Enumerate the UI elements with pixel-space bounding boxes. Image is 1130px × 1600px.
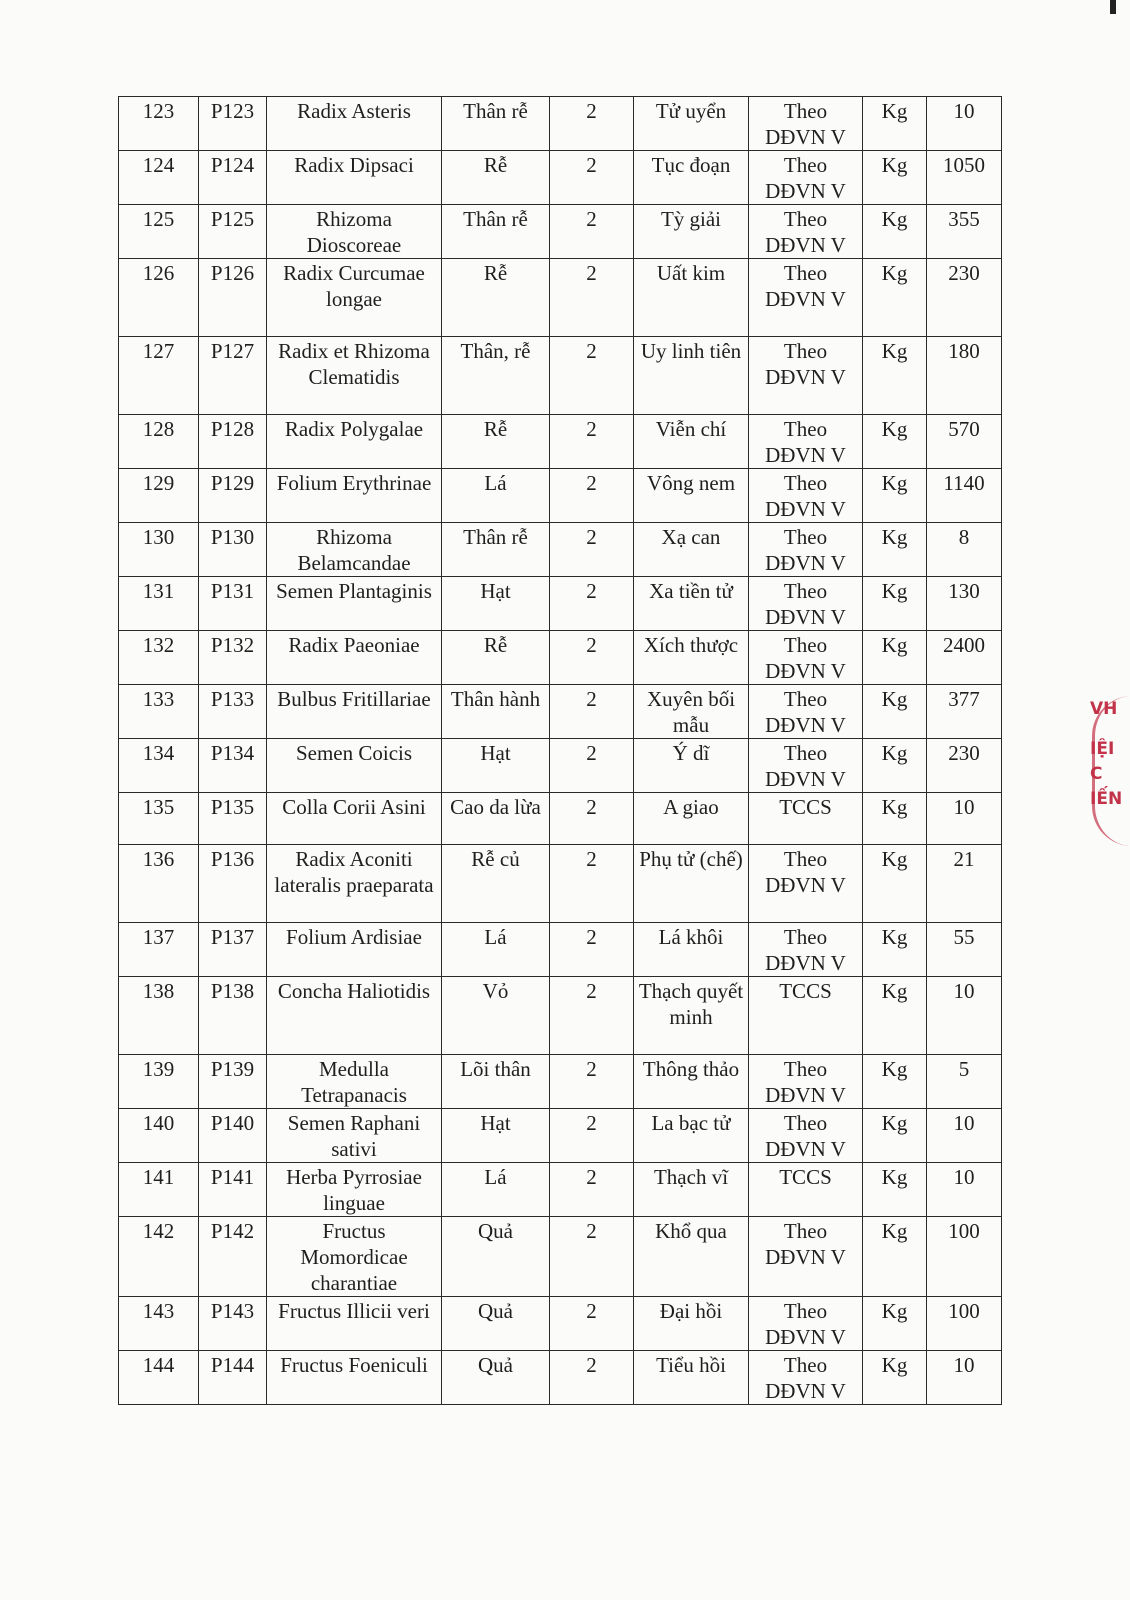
seal-text-4: IẾN — [1090, 789, 1123, 809]
cell-vietnamese-name: Tục đoạn — [634, 151, 749, 205]
cell-group: 2 — [550, 577, 634, 631]
red-seal-stamp — [1084, 690, 1128, 860]
cell-vietnamese-name: Khổ qua — [634, 1217, 749, 1297]
cell-part-used: Rễ — [442, 151, 550, 205]
cell-quantity: 10 — [927, 1351, 1002, 1405]
table-row — [119, 151, 1002, 205]
cell-part-used: Thân rễ — [442, 205, 550, 259]
cell-standard: Theo DĐVN V — [749, 415, 863, 469]
cell-group: 2 — [550, 923, 634, 977]
cell-part-used: Cao da lừa — [442, 793, 550, 845]
cell-code: P143 — [199, 1297, 267, 1351]
cell-group: 2 — [550, 415, 634, 469]
cell-part-used: Quả — [442, 1297, 550, 1351]
cell-code: P144 — [199, 1351, 267, 1405]
cell-standard: Theo DĐVN V — [749, 845, 863, 923]
cell-standard: Theo DĐVN V — [749, 523, 863, 577]
cell-latin-name: Radix Asteris — [267, 97, 442, 151]
cell-unit: Kg — [863, 1163, 927, 1217]
cell-latin-name: Concha Haliotidis — [267, 977, 442, 1055]
cell-group: 2 — [550, 523, 634, 577]
cell-vietnamese-name: Tiểu hồi — [634, 1351, 749, 1405]
cell-stt: 128 — [119, 415, 199, 469]
cell-latin-name: Fructus Foeniculi — [267, 1351, 442, 1405]
cell-vietnamese-name: Viễn chí — [634, 415, 749, 469]
cell-code: P123 — [199, 97, 267, 151]
cell-stt: 136 — [119, 845, 199, 923]
cell-standard: Theo DĐVN V — [749, 1351, 863, 1405]
cell-unit: Kg — [863, 1109, 927, 1163]
cell-unit: Kg — [863, 1217, 927, 1297]
cell-unit: Kg — [863, 577, 927, 631]
cell-unit: Kg — [863, 1297, 927, 1351]
cell-code: P124 — [199, 151, 267, 205]
cell-unit: Kg — [863, 337, 927, 415]
cell-quantity: 377 — [927, 685, 1002, 739]
cell-unit: Kg — [863, 685, 927, 739]
cell-group: 2 — [550, 205, 634, 259]
table-row — [119, 205, 1002, 259]
cell-unit: Kg — [863, 523, 927, 577]
cell-part-used: Thân, rễ — [442, 337, 550, 415]
cell-unit: Kg — [863, 923, 927, 977]
cell-vietnamese-name: Phụ tử (chế) — [634, 845, 749, 923]
cell-unit: Kg — [863, 151, 927, 205]
cell-group: 2 — [550, 97, 634, 151]
cell-stt: 133 — [119, 685, 199, 739]
cell-group: 2 — [550, 1217, 634, 1297]
cell-unit: Kg — [863, 631, 927, 685]
cell-standard: TCCS — [749, 1163, 863, 1217]
cell-latin-name: Semen Coicis — [267, 739, 442, 793]
table-row — [119, 739, 1002, 793]
cell-stt: 141 — [119, 1163, 199, 1217]
cell-stt: 129 — [119, 469, 199, 523]
cell-stt: 134 — [119, 739, 199, 793]
cell-standard: TCCS — [749, 793, 863, 845]
cell-code: P139 — [199, 1055, 267, 1109]
cell-part-used: Rễ — [442, 631, 550, 685]
cell-stt: 123 — [119, 97, 199, 151]
table-row — [119, 923, 1002, 977]
cell-latin-name: Radix Curcumae longae — [267, 259, 442, 337]
cell-code: P130 — [199, 523, 267, 577]
cell-stt: 131 — [119, 577, 199, 631]
cell-latin-name: Herba Pyrrosiae linguae — [267, 1163, 442, 1217]
cell-group: 2 — [550, 469, 634, 523]
cell-code: P136 — [199, 845, 267, 923]
cell-quantity: 55 — [927, 923, 1002, 977]
cell-vietnamese-name: Tử uyển — [634, 97, 749, 151]
table-row — [119, 1297, 1002, 1351]
cell-vietnamese-name: Vông nem — [634, 469, 749, 523]
cell-unit: Kg — [863, 739, 927, 793]
cell-code: P133 — [199, 685, 267, 739]
table-row — [119, 845, 1002, 923]
seal-text-1: VH — [1090, 699, 1118, 719]
table-row — [119, 1109, 1002, 1163]
cell-quantity: 230 — [927, 259, 1002, 337]
cell-stt: 127 — [119, 337, 199, 415]
cell-part-used: Lá — [442, 923, 550, 977]
cell-latin-name: Radix et Rhizoma Clematidis — [267, 337, 442, 415]
cell-part-used: Vỏ — [442, 977, 550, 1055]
table-row — [119, 1163, 1002, 1217]
table-row — [119, 631, 1002, 685]
cell-unit: Kg — [863, 977, 927, 1055]
cell-part-used: Thân rễ — [442, 523, 550, 577]
cell-vietnamese-name: A giao — [634, 793, 749, 845]
cell-vietnamese-name: Xích thược — [634, 631, 749, 685]
cell-code: P127 — [199, 337, 267, 415]
cell-quantity: 2400 — [927, 631, 1002, 685]
cell-vietnamese-name: Uất kim — [634, 259, 749, 337]
cell-code: P128 — [199, 415, 267, 469]
cell-latin-name: Bulbus Fritillariae — [267, 685, 442, 739]
cell-vietnamese-name: Thông thảo — [634, 1055, 749, 1109]
cell-quantity: 230 — [927, 739, 1002, 793]
table-row — [119, 415, 1002, 469]
cell-code: P137 — [199, 923, 267, 977]
cell-vietnamese-name: Xa tiền tử — [634, 577, 749, 631]
cell-part-used: Hạt — [442, 577, 550, 631]
cell-unit: Kg — [863, 415, 927, 469]
table-row — [119, 1351, 1002, 1405]
cell-latin-name: Colla Corii Asini — [267, 793, 442, 845]
cell-vietnamese-name: La bạc tử — [634, 1109, 749, 1163]
cell-part-used: Lá — [442, 1163, 550, 1217]
cell-latin-name: Medulla Tetrapanacis — [267, 1055, 442, 1109]
cell-unit: Kg — [863, 205, 927, 259]
cell-quantity: 180 — [927, 337, 1002, 415]
cell-unit: Kg — [863, 259, 927, 337]
cell-latin-name: Folium Erythrinae — [267, 469, 442, 523]
cell-part-used: Quả — [442, 1351, 550, 1405]
cell-standard: TCCS — [749, 977, 863, 1055]
cell-standard: Theo DĐVN V — [749, 337, 863, 415]
cell-latin-name: Radix Polygalae — [267, 415, 442, 469]
cell-quantity: 570 — [927, 415, 1002, 469]
cell-code: P140 — [199, 1109, 267, 1163]
cell-part-used: Lá — [442, 469, 550, 523]
cell-part-used: Hạt — [442, 739, 550, 793]
cell-part-used: Thân hành — [442, 685, 550, 739]
cell-unit: Kg — [863, 97, 927, 151]
cell-vietnamese-name: Thạch quyết minh — [634, 977, 749, 1055]
cell-part-used: Quả — [442, 1217, 550, 1297]
cell-vietnamese-name: Xạ can — [634, 523, 749, 577]
cell-vietnamese-name: Tỳ giải — [634, 205, 749, 259]
cell-group: 2 — [550, 259, 634, 337]
cell-part-used: Thân rễ — [442, 97, 550, 151]
cell-stt: 126 — [119, 259, 199, 337]
cell-code: P129 — [199, 469, 267, 523]
cell-group: 2 — [550, 793, 634, 845]
cell-quantity: 10 — [927, 97, 1002, 151]
cell-stt: 125 — [119, 205, 199, 259]
cell-part-used: Rễ củ — [442, 845, 550, 923]
cell-vietnamese-name: Đại hồi — [634, 1297, 749, 1351]
cell-stt: 130 — [119, 523, 199, 577]
cell-standard: Theo DĐVN V — [749, 739, 863, 793]
cell-quantity: 100 — [927, 1217, 1002, 1297]
table-row — [119, 685, 1002, 739]
cell-standard: Theo DĐVN V — [749, 577, 863, 631]
cell-part-used: Rễ — [442, 259, 550, 337]
cell-code: P134 — [199, 739, 267, 793]
cell-quantity: 8 — [927, 523, 1002, 577]
cell-stt: 137 — [119, 923, 199, 977]
cell-code: P138 — [199, 977, 267, 1055]
cell-stt: 124 — [119, 151, 199, 205]
cell-quantity: 100 — [927, 1297, 1002, 1351]
cell-latin-name: Semen Raphani sativi — [267, 1109, 442, 1163]
table-row — [119, 523, 1002, 577]
cell-quantity: 10 — [927, 793, 1002, 845]
cell-standard: Theo DĐVN V — [749, 469, 863, 523]
cell-vietnamese-name: Thạch vĩ — [634, 1163, 749, 1217]
cell-code: P135 — [199, 793, 267, 845]
cell-quantity: 10 — [927, 1163, 1002, 1217]
cell-code: P125 — [199, 205, 267, 259]
table-row — [119, 577, 1002, 631]
cell-quantity: 10 — [927, 977, 1002, 1055]
cell-code: P126 — [199, 259, 267, 337]
cell-unit: Kg — [863, 845, 927, 923]
cell-group: 2 — [550, 1109, 634, 1163]
cell-group: 2 — [550, 739, 634, 793]
cell-group: 2 — [550, 977, 634, 1055]
herb-table — [118, 96, 1002, 1405]
cell-part-used: Rễ — [442, 415, 550, 469]
cell-quantity: 10 — [927, 1109, 1002, 1163]
cell-latin-name: Fructus Illicii veri — [267, 1297, 442, 1351]
seal-text-2: IỆI — [1090, 739, 1115, 759]
cell-vietnamese-name: Uy linh tiên — [634, 337, 749, 415]
cell-vietnamese-name: Ý dĩ — [634, 739, 749, 793]
cell-group: 2 — [550, 1297, 634, 1351]
cell-stt: 140 — [119, 1109, 199, 1163]
cell-group: 2 — [550, 1351, 634, 1405]
cell-stt: 139 — [119, 1055, 199, 1109]
cell-latin-name: Semen Plantaginis — [267, 577, 442, 631]
cell-standard: Theo DĐVN V — [749, 1297, 863, 1351]
cell-group: 2 — [550, 1163, 634, 1217]
cell-latin-name: Folium Ardisiae — [267, 923, 442, 977]
cell-standard: Theo DĐVN V — [749, 151, 863, 205]
cell-unit: Kg — [863, 793, 927, 845]
cell-stt: 142 — [119, 1217, 199, 1297]
table-row — [119, 1217, 1002, 1297]
cell-latin-name: Rhizoma Belamcandae — [267, 523, 442, 577]
table-row — [119, 793, 1002, 845]
cell-latin-name: Radix Paeoniae — [267, 631, 442, 685]
table-row — [119, 469, 1002, 523]
cell-standard: Theo DĐVN V — [749, 631, 863, 685]
cell-latin-name: Rhizoma Dioscoreae — [267, 205, 442, 259]
table-row — [119, 1055, 1002, 1109]
cell-part-used: Lõi thân — [442, 1055, 550, 1109]
cell-quantity: 1140 — [927, 469, 1002, 523]
cell-stt: 132 — [119, 631, 199, 685]
cell-group: 2 — [550, 337, 634, 415]
cell-group: 2 — [550, 151, 634, 205]
cell-unit: Kg — [863, 1351, 927, 1405]
cell-unit: Kg — [863, 1055, 927, 1109]
cell-standard: Theo DĐVN V — [749, 685, 863, 739]
table-row — [119, 977, 1002, 1055]
page-corner-mark — [1110, 0, 1116, 14]
cell-quantity: 5 — [927, 1055, 1002, 1109]
cell-standard: Theo DĐVN V — [749, 923, 863, 977]
cell-vietnamese-name: Xuyên bối mẫu — [634, 685, 749, 739]
cell-code: P142 — [199, 1217, 267, 1297]
cell-standard: Theo DĐVN V — [749, 1109, 863, 1163]
cell-code: P131 — [199, 577, 267, 631]
cell-stt: 144 — [119, 1351, 199, 1405]
cell-standard: Theo DĐVN V — [749, 205, 863, 259]
cell-code: P141 — [199, 1163, 267, 1217]
cell-unit: Kg — [863, 469, 927, 523]
cell-code: P132 — [199, 631, 267, 685]
cell-quantity: 21 — [927, 845, 1002, 923]
cell-stt: 138 — [119, 977, 199, 1055]
cell-standard: Theo DĐVN V — [749, 1055, 863, 1109]
cell-latin-name: Radix Aconiti lateralis praeparata — [267, 845, 442, 923]
cell-quantity: 1050 — [927, 151, 1002, 205]
cell-stt: 143 — [119, 1297, 199, 1351]
cell-group: 2 — [550, 631, 634, 685]
cell-quantity: 355 — [927, 205, 1002, 259]
cell-standard: Theo DĐVN V — [749, 259, 863, 337]
cell-latin-name: Radix Dipsaci — [267, 151, 442, 205]
cell-standard: Theo DĐVN V — [749, 1217, 863, 1297]
seal-text-3: C — [1090, 764, 1103, 784]
cell-quantity: 130 — [927, 577, 1002, 631]
cell-part-used: Hạt — [442, 1109, 550, 1163]
table-row — [119, 337, 1002, 415]
cell-group: 2 — [550, 845, 634, 923]
cell-vietnamese-name: Lá khôi — [634, 923, 749, 977]
cell-stt: 135 — [119, 793, 199, 845]
cell-group: 2 — [550, 685, 634, 739]
cell-latin-name: Fructus Momordicae charantiae — [267, 1217, 442, 1297]
cell-standard: Theo DĐVN V — [749, 97, 863, 151]
cell-group: 2 — [550, 1055, 634, 1109]
table-row — [119, 97, 1002, 151]
table-row — [119, 259, 1002, 337]
